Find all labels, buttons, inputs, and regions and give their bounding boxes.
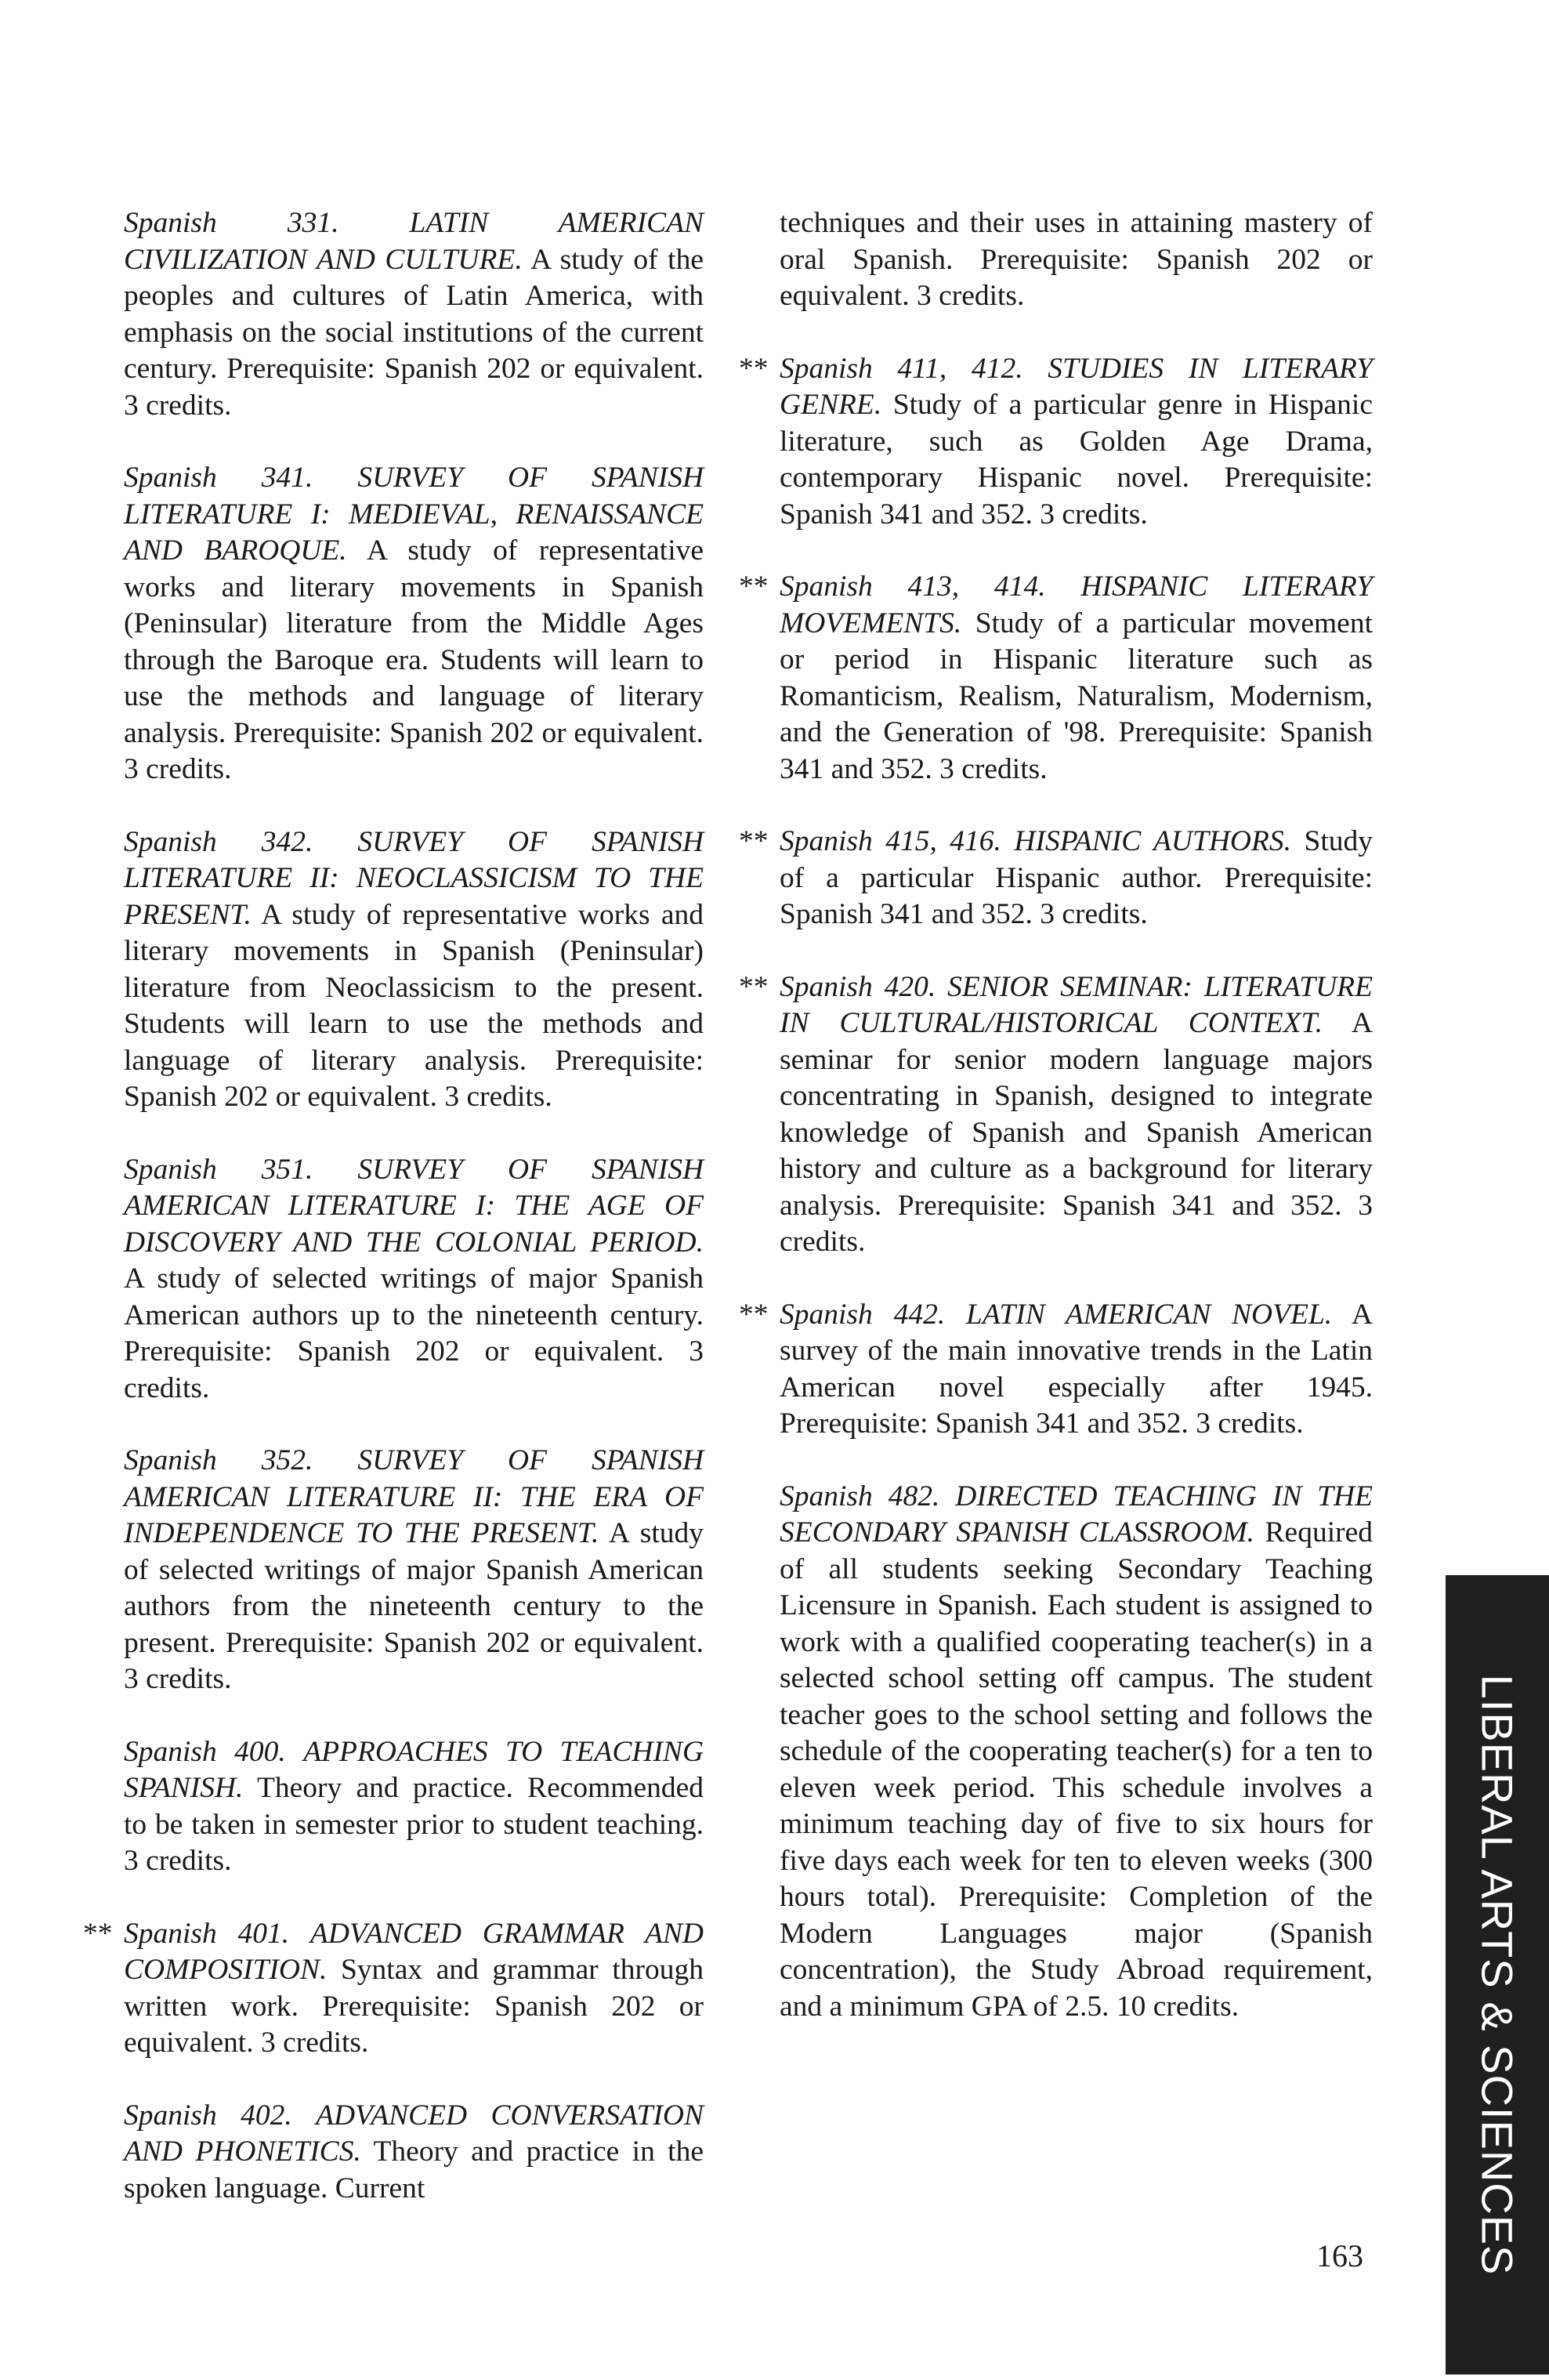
- course-entry: [124, 1734, 704, 1880]
- course-title: SURVEY OF SPANISH AMERICAN LITERATURE II: THE ERA OF INDEPENDENCE TO THE PRESENT.: [124, 1444, 704, 1549]
- course-title: SURVEY OF SPANISH AMERICAN LITERATURE I: THE AGE OF DISCOVERY AND THE COLONIAL PERIOD.: [124, 1153, 704, 1259]
- course-code: Spanish 411, 412.: [780, 352, 1023, 385]
- course-code: Spanish 400.: [124, 1735, 286, 1768]
- graduate-marker: **: [739, 352, 769, 385]
- course-description: Theory and practice. Recommended to be taken in semester prior to student teaching. 3 credits.: [124, 1772, 704, 1877]
- course-description: Required of all students seeking Secondary Teaching Licensure in Spanish. Each student is assigned to work with a qualified cooperating teacher(s) in a selected school setting off campus. The student teacher goes to the school setting and follows the schedule of the cooperating teacher(s) for a ten to eleven week period. This schedule involves a minimum teaching day of five to six hours for five days each week for ten to eleven weeks (300 hours total). Prerequisite: Completion of the Modern Languages major (Spanish concentration), the Study Abroad requirement, and a minimum GPA of 2.5. 10 credits.: [780, 1516, 1373, 2023]
- course-description: Syntax and grammar through written work. Prerequisite: Spanish 202 or equivalent. 3 credits.: [124, 1954, 704, 2059]
- left-column: [83, 205, 704, 2243]
- graduate-marker: **: [739, 571, 769, 603]
- course-code: Spanish 415, 416.: [780, 825, 1001, 857]
- course-code: Spanish 342.: [124, 825, 313, 858]
- course-title: STUDIES IN LITERARY GENRE.: [780, 352, 1373, 421]
- right-column: [739, 205, 1373, 2061]
- course-code: Spanish 482.: [780, 1480, 940, 1512]
- course-code: Spanish 442.: [780, 1298, 946, 1331]
- course-title: LATIN AMERICAN CIVILIZATION AND CULTURE.: [124, 207, 704, 276]
- course-description: A study of representative works and literary movements in Spanish (Peninsular) literature from Neoclassicism to the present. Students will learn to use the methods and language of literary analysis. Prerequisite: Spanish 202 or equivalent. 3 credits.: [124, 898, 704, 1113]
- course-title: ADVANCED GRAMMAR AND COMPOSITION.: [124, 1917, 704, 1986]
- course-code: Spanish 352.: [124, 1444, 313, 1476]
- section-side-tab: [1446, 1575, 1549, 2375]
- course-entry: [124, 1443, 704, 1698]
- course-title: APPROACHES TO TEACHING SPANISH.: [124, 1735, 704, 1804]
- course-title: LATIN AMERICAN NOVEL.: [966, 1298, 1333, 1331]
- side-tab-label: LIBERAL ARTS & SCIENCES: [1472, 1674, 1522, 2276]
- course-description: Theory and practice in the spoken language. Current: [124, 2135, 704, 2204]
- course-code: Spanish 331.: [124, 207, 339, 239]
- course-description: Study of a particular genre in Hispanic literature, such as Golden Age Drama, contemporary Hispanic novel. Prerequisite: Spanish 341 and 352. 3 credits.: [780, 389, 1373, 531]
- course-title: HISPANIC LITERARY MOVEMENTS.: [780, 571, 1373, 639]
- course-code: Spanish 341.: [124, 462, 313, 494]
- course-entry: [83, 1916, 704, 2062]
- course-entry: [124, 205, 704, 424]
- course-entry: [124, 1152, 704, 1407]
- course-entry: [124, 2098, 704, 2208]
- course-title: SENIOR SEMINAR: LITERATURE IN CULTURAL/HISTORICAL CONTEXT.: [780, 970, 1373, 1039]
- page-number: 163: [1316, 2238, 1363, 2273]
- graduate-marker: **: [83, 1917, 113, 1950]
- course-code: Spanish 351.: [124, 1153, 313, 1186]
- course-entry-continuation: [780, 205, 1373, 315]
- course-entry: [780, 1479, 1373, 2026]
- course-description: A study of selected writings of major Spanish American authors from the nineteenth century to the present. Prerequisite: Spanish 202 or equivalent. 3 credits.: [124, 1517, 704, 1695]
- graduate-marker: **: [739, 825, 769, 857]
- course-code: Spanish 401.: [124, 1917, 290, 1950]
- course-entry: [739, 351, 1373, 534]
- course-description: Study of a particular movement or period in Hispanic literature such as Romanticism, Realism, Naturalism, Modernism, and the Generation of '98. Prerequisite: Spanish 341 and 352. 3 credits.: [780, 607, 1373, 785]
- course-description: A seminar for senior modern language majors concentrating in Spanish, designed to integrate knowledge of Spanish and Spanish American history and culture as a background for literary analysis. Prerequisite: Spanish 341 and 352. 3 credits.: [780, 1007, 1373, 1258]
- course-code: Spanish 420.: [780, 970, 936, 1003]
- course-title: ADVANCED CONVERSATION AND PHONETICS.: [124, 2099, 704, 2168]
- course-entry: [124, 824, 704, 1116]
- course-title: DIRECTED TEACHING IN THE SECONDARY SPANISH CLASSROOM.: [780, 1480, 1373, 1549]
- graduate-marker: **: [739, 970, 769, 1003]
- course-title: HISPANIC AUTHORS.: [1014, 825, 1292, 857]
- course-entry: [739, 1297, 1373, 1443]
- course-code: Spanish 413, 414.: [780, 571, 1046, 603]
- course-description: Study of a particular Hispanic author. Prerequisite: Spanish 341 and 352. 3 credits.: [780, 825, 1373, 930]
- course-entry: [124, 460, 704, 788]
- course-title: SURVEY OF SPANISH LITERATURE II: NEOCLASSICISM TO THE PRESENT.: [124, 825, 704, 931]
- course-description: A survey of the main innovative trends in the Latin American novel especially after 1945. Prerequisite: Spanish 341 and 352. 3 credits.: [780, 1298, 1373, 1440]
- course-description: A study of the peoples and cultures of Latin America, with emphasis on the social institutions of the current century. Prerequisite: Spanish 202 or equivalent. 3 credits.: [124, 243, 704, 422]
- course-description: A study of representative works and literary movements in Spanish (Peninsular) literature from the Middle Ages through the Baroque era. Students will learn to use the methods and language of literary analysis. Prerequisite: Spanish 202 or equivalent. 3 credits.: [124, 534, 704, 785]
- course-code: Spanish 402.: [124, 2099, 292, 2132]
- course-description: techniques and their uses in attaining mastery of oral Spanish. Prerequisite: Spanish 202 or equivalent. 3 credits.: [780, 207, 1373, 312]
- course-description: A study of selected writings of major Spanish American authors up to the nineteenth century. Prerequisite: Spanish 202 or equivalent. 3 credits.: [124, 1262, 704, 1404]
- course-entry: [739, 569, 1373, 788]
- course-entry: [739, 969, 1373, 1261]
- course-entry: [739, 824, 1373, 933]
- course-title: SURVEY OF SPANISH LITERATURE I: MEDIEVAL, RENAISSANCE AND BAROQUE.: [124, 462, 704, 567]
- graduate-marker: **: [739, 1298, 769, 1331]
